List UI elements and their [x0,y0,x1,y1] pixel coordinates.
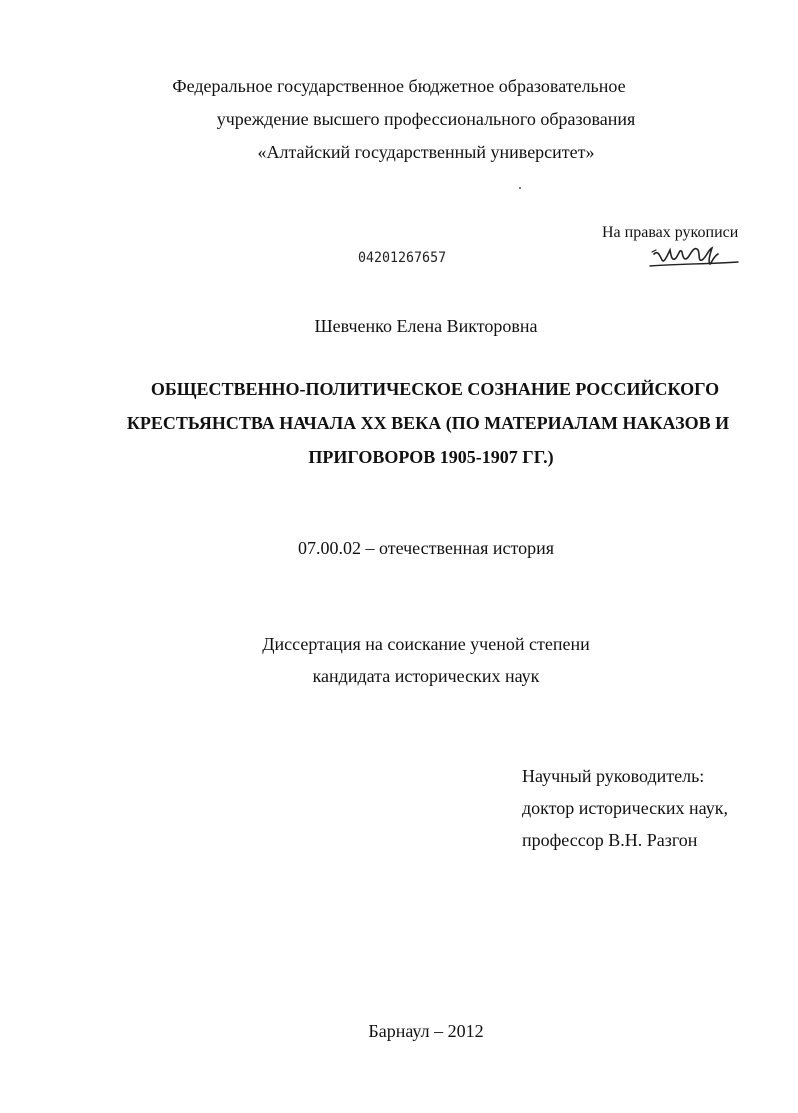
specialty-code: 07.00.02 – отечественная история [297,538,555,558]
degree-line-2: кандидата исторических наук [312,666,540,686]
author-name: Шевченко Елена Викторовна [314,316,538,336]
title-line-2: КРЕСТЬЯНСТВА НАЧАЛА XX ВЕКА (ПО МАТЕРИАЛАМ НАКАЗОВ И [126,413,730,433]
title-line-1: ОБЩЕСТВЕННО-ПОЛИТИЧЕСКОЕ СОЗНАНИЕ РОССИЙСКОГО [150,379,720,399]
scan-speck [519,187,521,189]
dissertation-title [60,372,796,474]
organization-line-3: «Алтайский государственный университет» [257,142,595,162]
degree-line-1: Диссертация на соискание ученой степени [262,634,590,654]
supervisor-line-2: доктор исторических наук, [522,798,728,818]
title-line-3: ПРИГОВОРОВ 1905-1907 ГГ.) [308,447,554,467]
organization-line-2: учреждение высшего профессионального образования [216,109,636,129]
handwritten-signature [648,240,740,272]
registration-number: 04201267657 [358,250,447,266]
supervisor-line-1: Научный руководитель: [522,766,705,786]
supervisor-block [522,760,728,856]
city-year-footer: Барнаул – 2012 [368,1021,484,1041]
organization-line-1: Федеральное государственное бюджетное образовательное [172,76,626,96]
manuscript-rights-note: На правах рукописи [602,224,739,241]
supervisor-line-3: профессор В.Н. Разгон [522,830,698,850]
